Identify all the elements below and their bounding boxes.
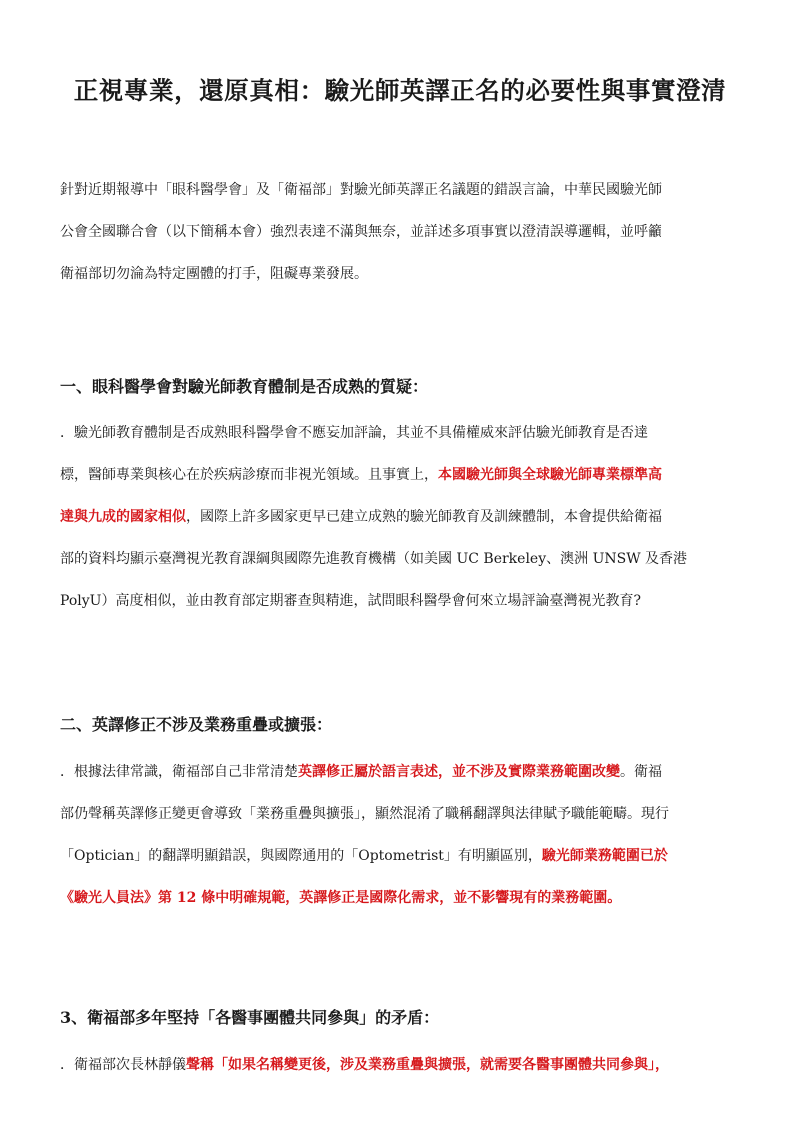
- section-2-text: 「Optician」的翻譯明顯錯誤，與國際通用的「Optometrist」有明顯區別，: [60, 848, 542, 864]
- section-1-line: [60, 496, 752, 538]
- section-1-highlight: 達與九成的國家相似: [60, 509, 186, 525]
- section-3-text: ．衛福部次長林靜儀: [60, 1057, 186, 1073]
- section-3: [60, 997, 752, 1086]
- section-1-text: 標，醫師專業與核心在於疾病診療而非視光領域。且事實上，: [60, 467, 438, 483]
- intro-paragraph: [60, 169, 752, 295]
- section-1-text: ，國際上許多國家更早已建立成熟的驗光師教育及訓練體制，本會提供給衛福: [186, 509, 662, 525]
- section-3-line: [60, 1044, 752, 1086]
- section-1-line: PolyU）高度相似，並由教育部定期審查與精進，試問眼科醫學會何來立場評論臺灣視光教育?: [60, 593, 641, 609]
- intro-line: 衛福部切勿淪為特定團體的打手，阻礙專業發展。: [60, 266, 368, 282]
- section-2-heading: 二、英譯修正不涉及業務重疊或擴張：: [60, 715, 333, 734]
- section-2-highlight: 英譯修正屬於語言表述，並不涉及實際業務範圍改變: [298, 764, 620, 780]
- intro-line: 公會全國聯合會（以下簡稱本會）強烈表達不滿與無奈，並詳述多項事實以澄清誤導邏輯，並呼籲: [60, 224, 662, 240]
- section-2-highlight: 驗光師業務範圍已於: [541, 848, 668, 864]
- section-1-heading: 一、眼科醫學會對驗光師教育體制是否成熟的質疑：: [60, 377, 429, 396]
- section-3-heading: 3、衛福部多年堅持「各醫事團體共同參與」的矛盾：: [60, 1008, 440, 1027]
- section-2-line: [60, 751, 752, 793]
- section-2-line: 部仍聲稱英譯修正變更會導致「業務重疊與擴張」，顯然混淆了職稱翻譯與法律賦予職能範疇。現行: [60, 806, 669, 822]
- section-2: [60, 704, 752, 919]
- document-title: 正視專業，還原真相：驗光師英譯正名的必要性與事實澄清: [73, 76, 727, 105]
- section-1-highlight: 本國驗光師與全球驗光師專業標準高: [438, 467, 662, 483]
- section-1-line: [60, 454, 752, 496]
- section-2-line: 《驗光人員法》第 12 條中明確規範，英譯修正是國際化需求，並不影響現有的業務範圍。: [60, 890, 622, 906]
- section-1-line: ．驗光師教育體制是否成熟眼科醫學會不應妄加評論，其並不具備權威來評估驗光師教育是否達: [60, 425, 648, 441]
- section-1: [60, 366, 752, 622]
- section-2-text: 。衛福: [620, 764, 662, 780]
- section-2-text: ．根據法律常識，衛福部自己非常清楚: [60, 764, 298, 780]
- section-2-line: [60, 835, 752, 877]
- section-3-highlight: 聲稱「如果名稱變更後，涉及業務重疊與擴張，就需要各醫事團體共同參與」，: [186, 1057, 669, 1073]
- intro-line: 針對近期報導中「眼科醫學會」及「衛福部」對驗光師英譯正名議題的錯誤言論，中華民國驗光師: [60, 182, 662, 198]
- section-1-line: 部的資料均顯示臺灣視光教育課綱與國際先進教育機構（如美國 UC Berkeley、澳洲 UNSW 及香港: [60, 551, 688, 567]
